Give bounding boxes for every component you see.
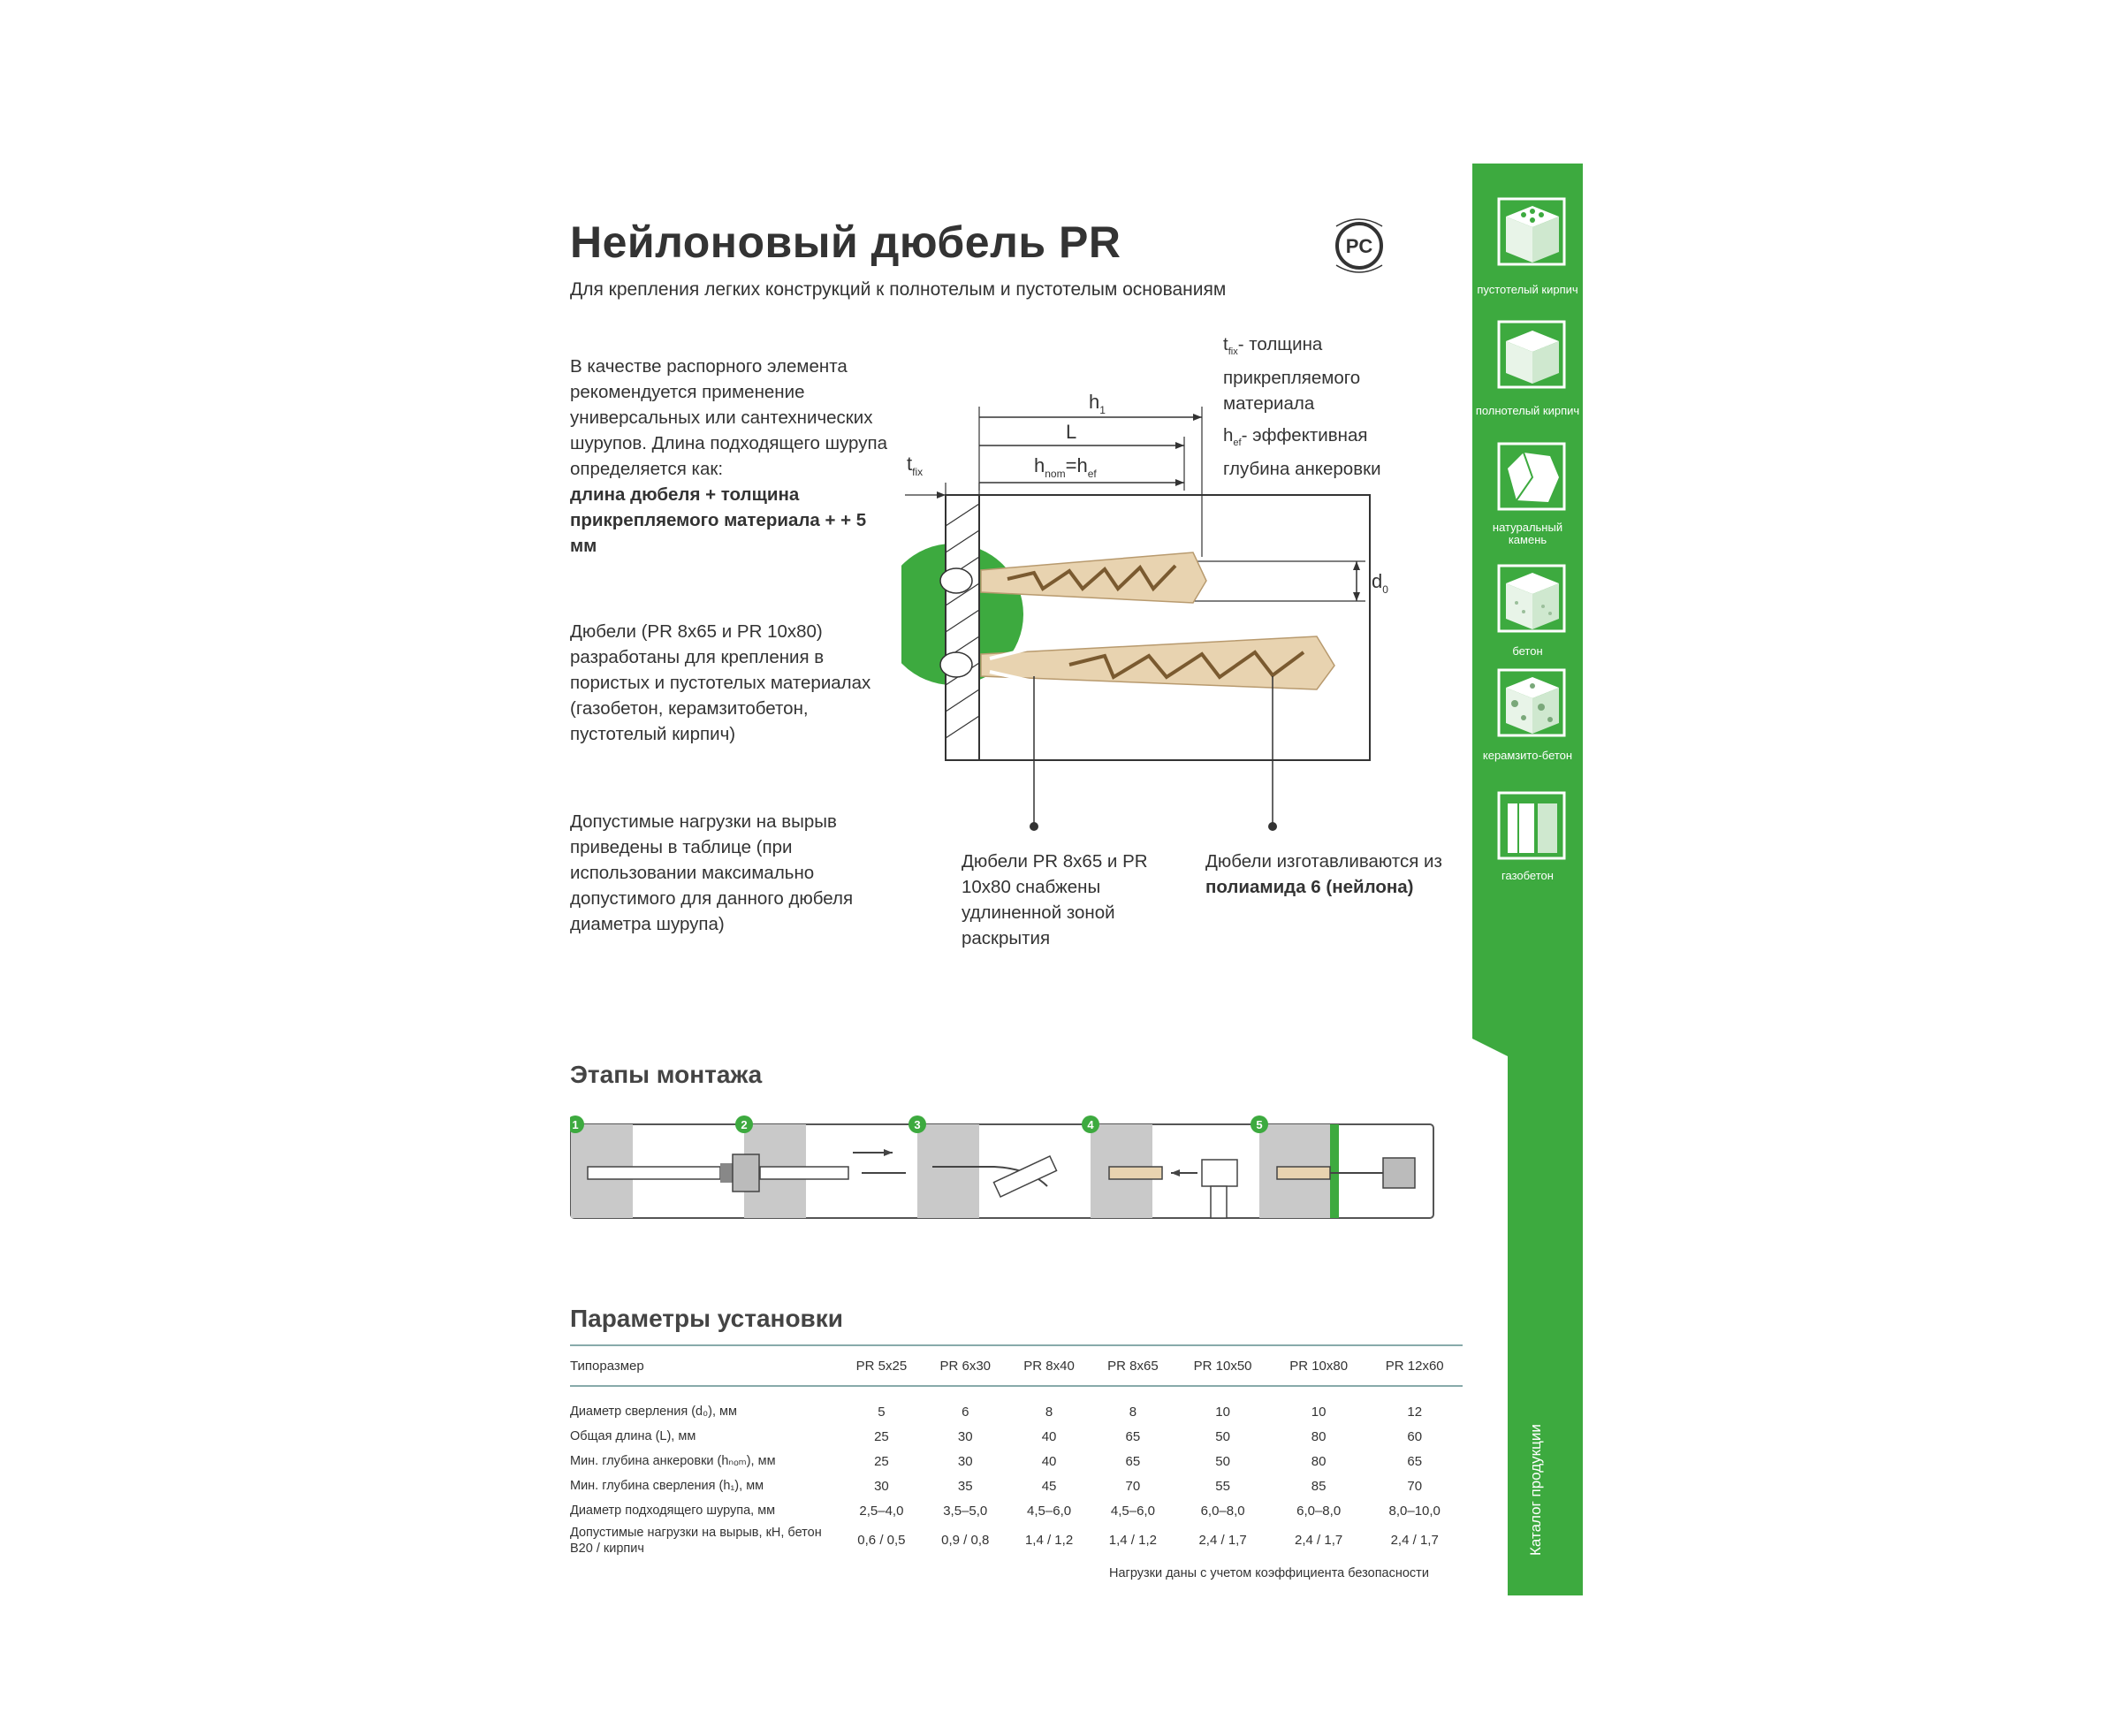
sidebar-item-hollow-brick: пустотелый кирпич <box>1477 283 1578 296</box>
table-cell: 60 <box>1407 1428 1423 1444</box>
table-header: PR 10x50 <box>1175 1345 1271 1386</box>
sidebar-item-expanded-clay-concrete: керамзито-бетон <box>1482 749 1573 762</box>
row-label: Мин. глубина сверления (h₁), мм <box>570 1479 764 1493</box>
solid-brick-icon <box>1497 320 1566 389</box>
table-header-row <box>570 1345 1463 1386</box>
table-row <box>570 1424 1463 1449</box>
svg-text:PC: PC <box>1345 235 1373 257</box>
table-cell: 6,0–8,0 <box>1296 1503 1342 1519</box>
table-row <box>570 1523 1463 1557</box>
row-label: Допустимые нагрузки на вырыв, кН, бетон В20 / кирпич <box>570 1526 822 1556</box>
tfix-symbol-sub: fix <box>1228 346 1238 358</box>
h1-label-sub: 1 <box>1099 404 1106 416</box>
row-label: Диаметр сверления (d₀), мм <box>570 1405 737 1419</box>
table-cell: 80 <box>1311 1428 1327 1444</box>
screw-recommendation-text <box>570 354 888 559</box>
table-cell: 2,4 / 1,7 <box>1295 1532 1343 1548</box>
table-row <box>570 1449 1463 1473</box>
page-title: Нейлоновый дюбель PR <box>570 217 1121 267</box>
table-cell: 8,0–10,0 <box>1388 1503 1441 1519</box>
certification-mark-icon <box>1326 214 1407 274</box>
hef-label-sub: ef <box>1087 468 1097 480</box>
table-cell: 65 <box>1407 1453 1423 1469</box>
concrete-icon <box>1497 564 1566 633</box>
step-3-number: 3 <box>914 1118 921 1131</box>
l-label: L <box>1066 421 1077 443</box>
table-cell: 70 <box>1125 1478 1141 1494</box>
table-cell: 2,4 / 1,7 <box>1390 1532 1439 1548</box>
table-footnote: Нагрузки даны с учетом коэффициента безопасности <box>1109 1566 1429 1580</box>
table-cell: 65 <box>1125 1428 1141 1444</box>
table-cell: 12 <box>1407 1404 1423 1420</box>
hollow-brick-icon <box>1497 197 1566 266</box>
porous-materials-text: Дюбели (PR 8х65 и PR 10х80) разработаны для крепления в пористых и пустотелых материалах (газобетон, керамзитобетон, пустотелый кирпич) <box>570 621 871 744</box>
table-cell: 1,4 / 1,2 <box>1108 1532 1157 1548</box>
d0-label <box>1372 570 1388 596</box>
installation-steps-strip <box>570 1115 1436 1225</box>
fixture-plate <box>946 495 979 760</box>
table-cell: 50 <box>1215 1453 1230 1469</box>
material-note <box>1205 849 1453 900</box>
hef-label-main: =h <box>1065 454 1088 476</box>
table-cell: 6,0–8,0 <box>1200 1503 1245 1519</box>
table-cell: 8 <box>1129 1404 1137 1420</box>
h1-label-main: h <box>1089 391 1100 413</box>
table-row <box>570 1498 1463 1523</box>
screw-recommendation-regular: В качестве распорного элемента рекомендуется применение универсальных или сантехнических шурупов. Длина подходящего шурупа определяется как: <box>570 356 887 479</box>
page-subtitle: Для крепления легких конструкций к полнотелым и пустотелым основаниям <box>570 279 1227 300</box>
sidebar-item-aerated-concrete: газобетон <box>1501 869 1554 882</box>
expansion-zone-note: Дюбели PR 8х65 и PR 10х80 снабжены удлиненной зоной раскрытия <box>962 851 1148 948</box>
table-header: PR 8x40 <box>1007 1345 1091 1386</box>
tfix-label-sub: fix <box>912 466 924 478</box>
table-cell: 25 <box>874 1453 889 1469</box>
table-cell: 8 <box>1045 1404 1053 1420</box>
table-header: Типоразмер <box>570 1345 840 1386</box>
hnom-label <box>1034 454 1097 480</box>
table-header: PR 8x65 <box>1091 1345 1175 1386</box>
table-cell: 70 <box>1407 1478 1423 1494</box>
table-header: PR 12x60 <box>1366 1345 1463 1386</box>
table-cell: 10 <box>1215 1404 1230 1420</box>
material-note-bold: полиамида 6 (нейлона) <box>1205 877 1414 897</box>
catalog-label: Каталог продукции <box>1527 1424 1544 1556</box>
table-cell: 40 <box>1041 1453 1057 1469</box>
table-cell: 0,6 / 0,5 <box>857 1532 906 1548</box>
row-label: Общая длина (L), мм <box>570 1429 696 1443</box>
table-cell: 45 <box>1041 1478 1057 1494</box>
table-cell: 5 <box>878 1404 886 1420</box>
hef-note-text: - эффективная глубина анкеровки <box>1223 425 1381 480</box>
params-heading: Параметры установки <box>570 1305 843 1332</box>
tfix-label <box>907 453 923 478</box>
table-row <box>570 1399 1463 1424</box>
expanded-clay-concrete-icon <box>1497 668 1566 737</box>
hef-symbol-sub: ef <box>1233 438 1242 449</box>
short-dowel-collar <box>940 568 972 593</box>
tfix-symbol: t <box>1223 334 1228 354</box>
d0-label-main: d <box>1372 570 1383 592</box>
tfix-label-main: t <box>907 453 913 475</box>
table-cell: 30 <box>957 1428 973 1444</box>
table-header: PR 5x25 <box>840 1345 924 1386</box>
table-cell: 1,4 / 1,2 <box>1024 1532 1074 1548</box>
hnom-label-main: h <box>1034 454 1045 476</box>
step-1-number: 1 <box>572 1118 579 1131</box>
hef-symbol: h <box>1223 425 1234 445</box>
table-row <box>570 1473 1463 1498</box>
table-header: PR 6x30 <box>924 1345 1007 1386</box>
steps-heading: Этапы монтажа <box>570 1061 763 1088</box>
sidebar-item-natural-stone: натуральный камень <box>1492 521 1563 546</box>
table-cell: 65 <box>1125 1453 1141 1469</box>
table-cell: 4,5–6,0 <box>1027 1503 1072 1519</box>
params-table <box>570 1344 1463 1557</box>
table-cell: 50 <box>1215 1428 1230 1444</box>
table-cell: 25 <box>874 1428 889 1444</box>
natural-stone-icon <box>1497 442 1566 511</box>
table-cell: 30 <box>957 1453 973 1469</box>
d0-label-sub: 0 <box>1382 583 1388 596</box>
step-4-number: 4 <box>1087 1118 1094 1131</box>
table-cell: 6 <box>962 1404 969 1420</box>
table-cell: 85 <box>1311 1478 1327 1494</box>
screw-length-formula: длина дюбеля + толщина прикрепляемого материала + + 5 мм <box>570 484 867 556</box>
table-cell: 10 <box>1311 1404 1327 1420</box>
row-label: Диаметр подходящего шурупа, мм <box>570 1504 776 1518</box>
load-note-text: Допустимые нагрузки на вырыв приведены в таблице (при использовании максимально допустимого для данного дюбеля диаметра шурупа) <box>570 811 854 934</box>
sidebar-item-concrete: бетон <box>1512 644 1543 658</box>
dowel-diagram <box>901 371 1432 849</box>
step-5-number: 5 <box>1256 1118 1263 1131</box>
hnom-label-sub: nom <box>1045 468 1066 480</box>
table-cell: 4,5–6,0 <box>1110 1503 1155 1519</box>
table-cell: 2,4 / 1,7 <box>1198 1532 1247 1548</box>
material-note-regular: Дюбели изготавливаются из <box>1205 851 1442 872</box>
table-cell: 0,9 / 0,8 <box>941 1532 990 1548</box>
sidebar-item-solid-brick: полнотелый кирпич <box>1475 404 1580 417</box>
table-cell: 2,5–4,0 <box>859 1503 904 1519</box>
tfix-note-text: - толщина прикрепляемого материала <box>1223 334 1361 415</box>
aerated-concrete-icon <box>1497 791 1566 860</box>
row-label: Мин. глубина анкеровки (hₙₒₘ), мм <box>570 1454 776 1468</box>
table-cell: 80 <box>1311 1453 1327 1469</box>
table-cell: 35 <box>957 1478 973 1494</box>
table-cell: 55 <box>1215 1478 1230 1494</box>
long-dowel-collar <box>940 652 972 677</box>
table-cell: 3,5–5,0 <box>943 1503 988 1519</box>
table-cell: 30 <box>874 1478 889 1494</box>
base-material <box>979 495 1370 760</box>
h1-label <box>1089 391 1106 416</box>
table-cell: 40 <box>1041 1428 1057 1444</box>
step-2-number: 2 <box>741 1118 748 1131</box>
table-header: PR 10x80 <box>1271 1345 1367 1386</box>
